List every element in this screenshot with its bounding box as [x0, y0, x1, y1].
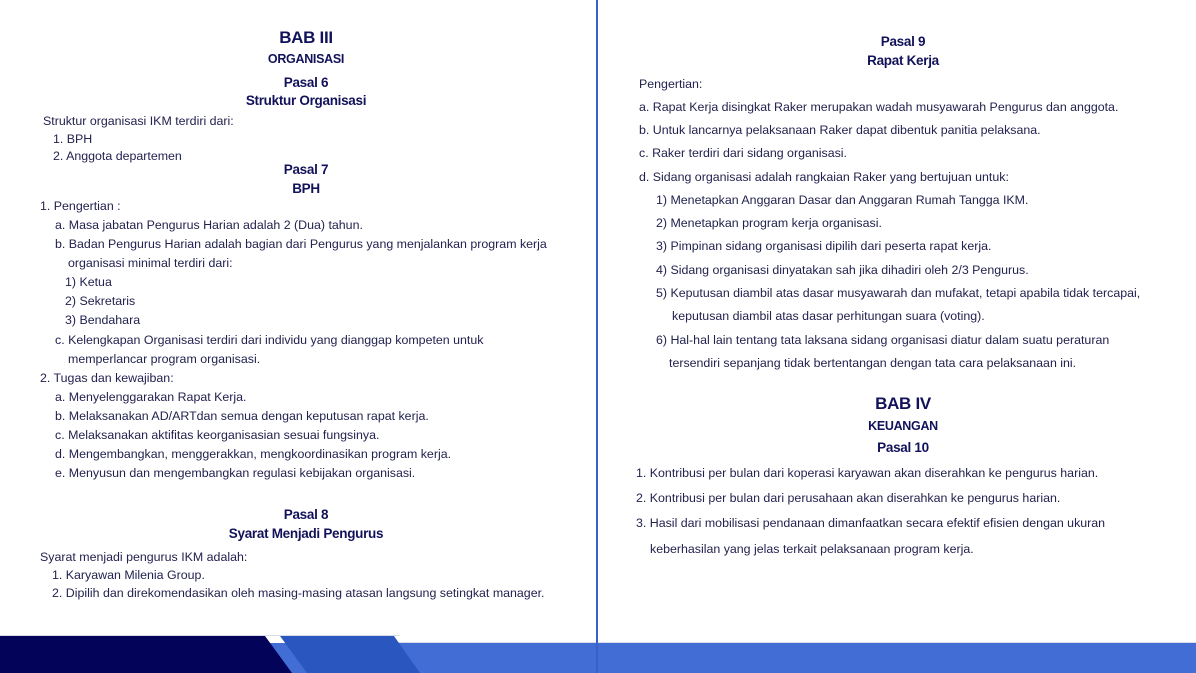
- pasal-7-title: BPH: [292, 181, 320, 196]
- pasal-8-number: Pasal 8: [283, 507, 329, 522]
- pasal-7-duty: b. Melaksanakan AD/ARTdan semua dengan keputusan rapat kerja.: [55, 409, 429, 423]
- pasal-6-item: 2. Anggota departemen: [53, 149, 182, 163]
- pasal-9-sub-item: 2) Menetapkan program kerja organisasi.: [656, 216, 882, 230]
- pasal-6-item: 1. BPH: [53, 132, 93, 146]
- pasal-9-item: a. Rapat Kerja disingkat Raker merupakan wadah musyawarah Pengurus dan anggota.: [639, 100, 1119, 114]
- bab-iii-subtitle: ORGANISASI: [267, 52, 345, 66]
- pasal-9-item: b. Untuk lancarnya pelaksanaan Raker dapat dibentuk panitia pelaksana.: [639, 123, 1041, 137]
- pasal-7-item-c: c. Kelengkapan Organisasi terdiri dari individu yang dianggap kompeten untuk: [55, 333, 484, 347]
- pasal-7-role: 1) Ketua: [65, 275, 112, 289]
- pasal-9-number: Pasal 9: [880, 34, 926, 49]
- pasal-9-intro: Pengertian:: [639, 77, 703, 91]
- pasal-9-sub-item: 1) Menetapkan Anggaran Dasar dan Anggaran Rumah Tangga IKM.: [656, 193, 1029, 207]
- bab-iv-subtitle: KEUANGAN: [868, 419, 938, 433]
- bab-iv-title: BAB IV: [875, 394, 931, 413]
- pasal-7-duty: a. Menyelenggarakan Rapat Kerja.: [55, 390, 247, 404]
- pasal-6-title: Struktur Organisasi: [245, 93, 367, 108]
- pasal-7-item-a: a. Masa jabatan Pengurus Harian adalah 2 (Dua) tahun.: [55, 218, 363, 232]
- pasal-10-item: 3. Hasil dari mobilisasi pendanaan dimanfaatkan secara efektif efisien dengan ukuran: [636, 516, 1106, 530]
- pasal-9-sub-item: 3) Pimpinan sidang organisasi dipilih dari peserta rapat kerja.: [656, 239, 992, 253]
- bab-iii-title: BAB III: [279, 28, 333, 47]
- footer-edge-line: [0, 635, 400, 636]
- pasal-9-title: Rapat Kerja: [867, 53, 939, 68]
- pasal-7-section-1-label: 1. Pengertian :: [40, 199, 121, 213]
- pasal-7-number: Pasal 7: [283, 162, 329, 177]
- pasal-10-item: 1. Kontribusi per bulan dari koperasi karyawan akan diserahkan ke pengurus harian.: [636, 466, 1099, 480]
- pasal-9-sub-item: 5) Keputusan diambil atas dasar musyawarah dan mufakat, tetapi apabila tidak tercapai,: [656, 286, 1141, 300]
- pasal-10-number: Pasal 10: [877, 440, 929, 455]
- pasal-8-item: 1. Karyawan Milenia Group.: [52, 568, 205, 582]
- pasal-7-duty: d. Mengembangkan, menggerakkan, mengkoordinasikan program kerja.: [55, 447, 452, 461]
- pasal-9-item: c. Raker terdiri dari sidang organisasi.: [639, 146, 847, 160]
- pasal-10-item-cont: keberhasilan yang jelas terkait pelaksanaan program kerja.: [650, 542, 974, 556]
- pasal-9-sub-item: 6) Hal-hal lain tentang tata laksana sidang organisasi diatur dalam suatu peraturan: [656, 333, 1110, 347]
- pasal-8-title: Syarat Menjadi Pengurus: [228, 526, 384, 541]
- pasal-7-section-2-label: 2. Tugas dan kewajiban:: [40, 371, 174, 385]
- pasal-7-role: 3) Bendahara: [65, 313, 141, 327]
- pasal-7-item-b: b. Badan Pengurus Harian adalah bagian dari Pengurus yang menjalankan program kerja: [55, 237, 547, 251]
- pasal-7-duty: e. Menyusun dan mengembangkan regulasi kebijakan organisasi.: [55, 466, 416, 480]
- pasal-8-item: 2. Dipilih dan direkomendasikan oleh masing-masing atasan langsung setingkat manager.: [52, 586, 545, 600]
- pasal-6-intro: Struktur organisasi IKM terdiri dari:: [43, 114, 234, 128]
- page-divider: [596, 0, 598, 673]
- pasal-9-sub-item: 4) Sidang organisasi dinyatakan sah jika dihadiri oleh 2/3 Pengurus.: [656, 263, 1029, 277]
- pasal-9-sub-item-cont: tersendiri sepanjang tidak bertentangan dengan tata cara pelaksanaan ini.: [669, 356, 1077, 370]
- pasal-6-number: Pasal 6: [283, 75, 329, 90]
- pasal-7-role: 2) Sekretaris: [65, 294, 136, 308]
- pasal-7-item-c-cont: memperlancar program organisasi.: [68, 352, 261, 366]
- pasal-7-duty: c. Melaksanakan aktifitas keorganisasian sesuai fungsinya.: [55, 428, 380, 442]
- pasal-9-item: d. Sidang organisasi adalah rangkaian Raker yang bertujuan untuk:: [639, 170, 1009, 184]
- pasal-8-intro: Syarat menjadi pengurus IKM adalah:: [40, 550, 248, 564]
- pasal-9-sub-item-cont: keputusan diambil atas dasar perhitungan suara (voting).: [672, 309, 985, 323]
- footer-navy-shape: [0, 636, 292, 673]
- pasal-7-item-b-cont: organisasi minimal terdiri dari:: [68, 256, 233, 270]
- pasal-10-item: 2. Kontribusi per bulan dari perusahaan akan diserahkan ke pengurus harian.: [636, 491, 1061, 505]
